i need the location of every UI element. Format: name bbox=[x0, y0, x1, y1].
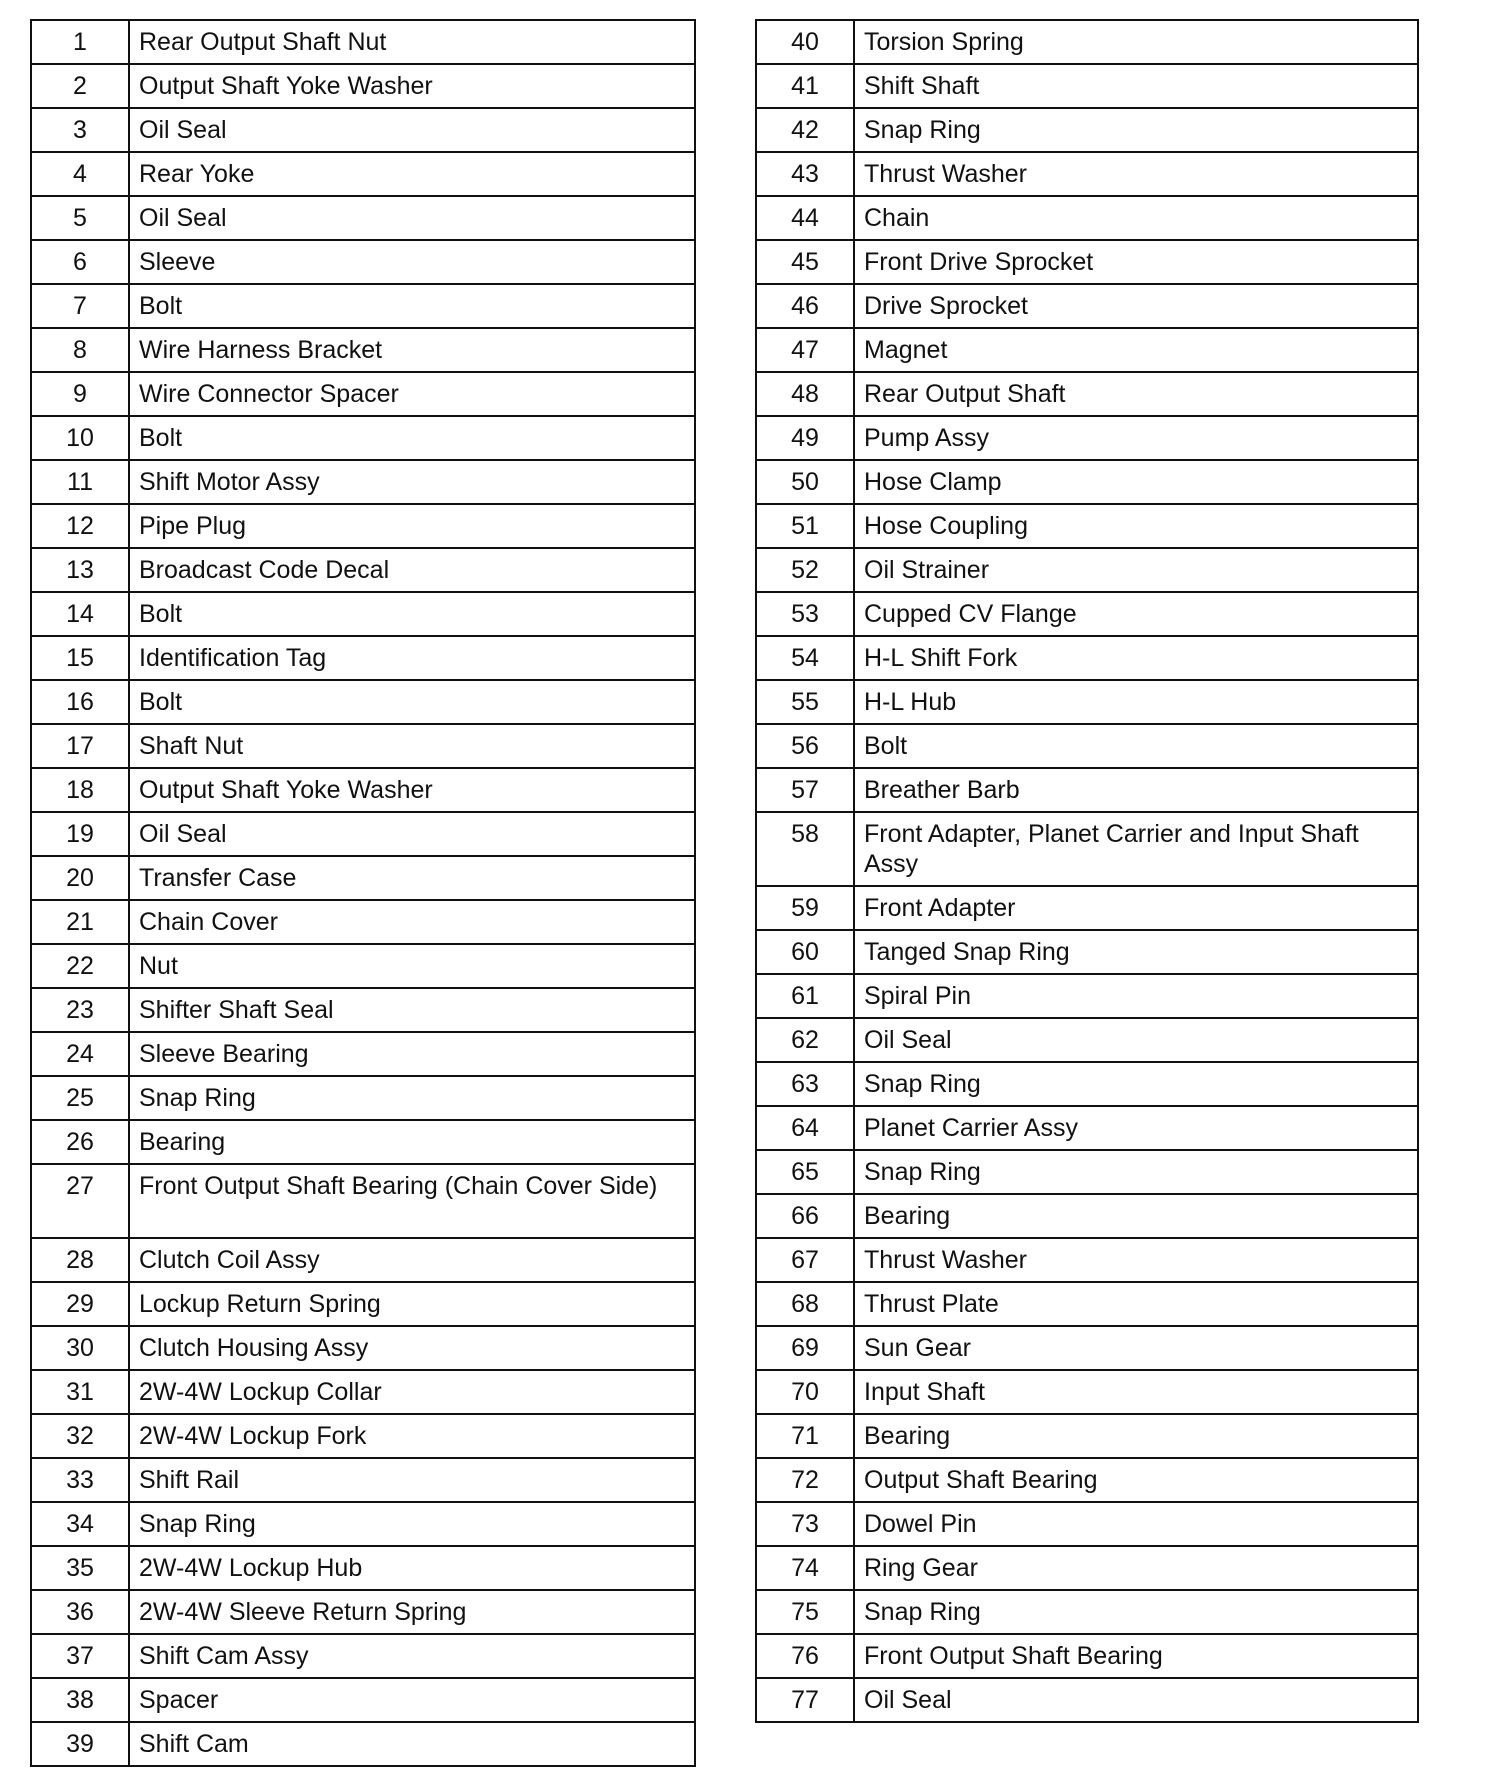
part-description: Magnet bbox=[854, 328, 1418, 372]
table-row bbox=[31, 196, 695, 240]
table-row bbox=[756, 240, 1418, 284]
part-description: Drive Sprocket bbox=[854, 284, 1418, 328]
table-row bbox=[31, 240, 695, 284]
part-number: 12 bbox=[31, 504, 129, 548]
parts-table-right bbox=[755, 19, 1419, 1723]
table-row bbox=[31, 592, 695, 636]
part-number: 63 bbox=[756, 1062, 854, 1106]
part-description: Identification Tag bbox=[129, 636, 695, 680]
part-description: Sleeve Bearing bbox=[129, 1032, 695, 1076]
part-description: Pipe Plug bbox=[129, 504, 695, 548]
table-row bbox=[756, 1590, 1418, 1634]
part-description: Oil Seal bbox=[129, 108, 695, 152]
table-row bbox=[31, 1590, 695, 1634]
part-number: 23 bbox=[31, 988, 129, 1032]
part-description: Shift Cam bbox=[129, 1722, 695, 1766]
part-description: Oil Seal bbox=[854, 1018, 1418, 1062]
part-number: 2 bbox=[31, 64, 129, 108]
table-row bbox=[31, 988, 695, 1032]
table-row bbox=[31, 1502, 695, 1546]
part-description: Oil Seal bbox=[129, 196, 695, 240]
table-row bbox=[756, 1678, 1418, 1722]
part-number: 3 bbox=[31, 108, 129, 152]
part-number: 56 bbox=[756, 724, 854, 768]
part-number: 53 bbox=[756, 592, 854, 636]
part-number: 68 bbox=[756, 1282, 854, 1326]
part-number: 40 bbox=[756, 20, 854, 64]
table-row bbox=[756, 64, 1418, 108]
part-description: Shift Cam Assy bbox=[129, 1634, 695, 1678]
part-description: Thrust Plate bbox=[854, 1282, 1418, 1326]
part-number: 69 bbox=[756, 1326, 854, 1370]
table-row bbox=[756, 1106, 1418, 1150]
table-row bbox=[31, 1722, 695, 1766]
part-number: 77 bbox=[756, 1678, 854, 1722]
table-row bbox=[31, 1282, 695, 1326]
part-number: 47 bbox=[756, 328, 854, 372]
table-row bbox=[31, 1120, 695, 1164]
part-description: Shift Motor Assy bbox=[129, 460, 695, 504]
part-description: 2W-4W Lockup Collar bbox=[129, 1370, 695, 1414]
table-row bbox=[756, 152, 1418, 196]
part-number: 36 bbox=[31, 1590, 129, 1634]
part-number: 38 bbox=[31, 1678, 129, 1722]
part-number: 64 bbox=[756, 1106, 854, 1150]
part-description: Bearing bbox=[854, 1194, 1418, 1238]
table-row bbox=[756, 1150, 1418, 1194]
table-row bbox=[31, 1634, 695, 1678]
part-number: 52 bbox=[756, 548, 854, 592]
table-row bbox=[756, 196, 1418, 240]
table-row bbox=[756, 1370, 1418, 1414]
part-description: H-L Hub bbox=[854, 680, 1418, 724]
part-description: Spacer bbox=[129, 1678, 695, 1722]
part-description: Torsion Spring bbox=[854, 20, 1418, 64]
part-number: 45 bbox=[756, 240, 854, 284]
table-row bbox=[31, 328, 695, 372]
part-number: 44 bbox=[756, 196, 854, 240]
part-number: 67 bbox=[756, 1238, 854, 1282]
part-description: Hose Clamp bbox=[854, 460, 1418, 504]
part-description: Planet Carrier Assy bbox=[854, 1106, 1418, 1150]
part-description: Sleeve bbox=[129, 240, 695, 284]
table-row bbox=[756, 1414, 1418, 1458]
part-number: 70 bbox=[756, 1370, 854, 1414]
table-row bbox=[31, 1414, 695, 1458]
part-description: Wire Harness Bracket bbox=[129, 328, 695, 372]
table-row bbox=[756, 724, 1418, 768]
part-description: 2W-4W Lockup Hub bbox=[129, 1546, 695, 1590]
part-number: 34 bbox=[31, 1502, 129, 1546]
part-description: Clutch Coil Assy bbox=[129, 1238, 695, 1282]
part-number: 74 bbox=[756, 1546, 854, 1590]
table-row bbox=[31, 504, 695, 548]
part-description: Clutch Housing Assy bbox=[129, 1326, 695, 1370]
table-row bbox=[756, 372, 1418, 416]
part-number: 26 bbox=[31, 1120, 129, 1164]
part-description: Bolt bbox=[129, 680, 695, 724]
part-description: Front Adapter bbox=[854, 886, 1418, 930]
part-description: Thrust Washer bbox=[854, 152, 1418, 196]
part-description: Nut bbox=[129, 944, 695, 988]
part-number: 61 bbox=[756, 974, 854, 1018]
part-description: Hose Coupling bbox=[854, 504, 1418, 548]
part-description: Snap Ring bbox=[129, 1076, 695, 1120]
part-number: 29 bbox=[31, 1282, 129, 1326]
table-row bbox=[31, 1678, 695, 1722]
part-number: 30 bbox=[31, 1326, 129, 1370]
part-number: 8 bbox=[31, 328, 129, 372]
table-row bbox=[756, 108, 1418, 152]
part-description: Front Drive Sprocket bbox=[854, 240, 1418, 284]
table-row bbox=[756, 1062, 1418, 1106]
part-number: 51 bbox=[756, 504, 854, 548]
table-row bbox=[756, 636, 1418, 680]
part-description: Output Shaft Bearing bbox=[854, 1458, 1418, 1502]
table-row bbox=[31, 284, 695, 328]
table-row bbox=[756, 930, 1418, 974]
part-number: 28 bbox=[31, 1238, 129, 1282]
part-number: 27 bbox=[31, 1164, 129, 1238]
part-number: 62 bbox=[756, 1018, 854, 1062]
table-row bbox=[31, 152, 695, 196]
part-number: 73 bbox=[756, 1502, 854, 1546]
part-number: 75 bbox=[756, 1590, 854, 1634]
table-row bbox=[31, 856, 695, 900]
part-description: Spiral Pin bbox=[854, 974, 1418, 1018]
table-row bbox=[31, 636, 695, 680]
part-number: 14 bbox=[31, 592, 129, 636]
part-number: 7 bbox=[31, 284, 129, 328]
table-row bbox=[31, 372, 695, 416]
table-row bbox=[31, 460, 695, 504]
part-number: 72 bbox=[756, 1458, 854, 1502]
part-description: Rear Yoke bbox=[129, 152, 695, 196]
table-row bbox=[756, 1238, 1418, 1282]
table-row bbox=[31, 1326, 695, 1370]
part-number: 25 bbox=[31, 1076, 129, 1120]
table-row bbox=[31, 20, 695, 64]
part-description: Cupped CV Flange bbox=[854, 592, 1418, 636]
part-number: 16 bbox=[31, 680, 129, 724]
parts-table-right-body bbox=[756, 20, 1418, 1722]
part-number: 66 bbox=[756, 1194, 854, 1238]
table-row bbox=[756, 460, 1418, 504]
table-row bbox=[756, 1018, 1418, 1062]
part-description: Oil Strainer bbox=[854, 548, 1418, 592]
table-row bbox=[31, 768, 695, 812]
part-number: 55 bbox=[756, 680, 854, 724]
part-number: 39 bbox=[31, 1722, 129, 1766]
part-description: Output Shaft Yoke Washer bbox=[129, 768, 695, 812]
part-description: Snap Ring bbox=[854, 1062, 1418, 1106]
part-number: 32 bbox=[31, 1414, 129, 1458]
part-description: Shift Shaft bbox=[854, 64, 1418, 108]
part-description: Shaft Nut bbox=[129, 724, 695, 768]
part-number: 48 bbox=[756, 372, 854, 416]
part-description: Tanged Snap Ring bbox=[854, 930, 1418, 974]
part-number: 21 bbox=[31, 900, 129, 944]
table-row bbox=[31, 1238, 695, 1282]
part-number: 22 bbox=[31, 944, 129, 988]
part-number: 10 bbox=[31, 416, 129, 460]
part-number: 19 bbox=[31, 812, 129, 856]
table-row bbox=[756, 1326, 1418, 1370]
part-number: 42 bbox=[756, 108, 854, 152]
part-number: 49 bbox=[756, 416, 854, 460]
part-number: 33 bbox=[31, 1458, 129, 1502]
table-row bbox=[756, 974, 1418, 1018]
part-number: 65 bbox=[756, 1150, 854, 1194]
parts-table-left-body bbox=[31, 20, 695, 1766]
part-number: 13 bbox=[31, 548, 129, 592]
part-number: 15 bbox=[31, 636, 129, 680]
part-description: Breather Barb bbox=[854, 768, 1418, 812]
table-row bbox=[756, 1282, 1418, 1326]
part-number: 58 bbox=[756, 812, 854, 886]
part-description: Rear Output Shaft bbox=[854, 372, 1418, 416]
table-row bbox=[756, 1458, 1418, 1502]
table-row bbox=[756, 812, 1418, 886]
part-number: 9 bbox=[31, 372, 129, 416]
part-description: Sun Gear bbox=[854, 1326, 1418, 1370]
part-description: Oil Seal bbox=[854, 1678, 1418, 1722]
parts-table-left bbox=[30, 19, 696, 1767]
table-row bbox=[756, 680, 1418, 724]
part-number: 4 bbox=[31, 152, 129, 196]
part-description: Shift Rail bbox=[129, 1458, 695, 1502]
part-number: 71 bbox=[756, 1414, 854, 1458]
table-row bbox=[31, 812, 695, 856]
table-row bbox=[31, 108, 695, 152]
part-description: Output Shaft Yoke Washer bbox=[129, 64, 695, 108]
part-description: Chain bbox=[854, 196, 1418, 240]
part-number: 37 bbox=[31, 1634, 129, 1678]
table-row bbox=[756, 328, 1418, 372]
part-number: 76 bbox=[756, 1634, 854, 1678]
part-description: Snap Ring bbox=[854, 1150, 1418, 1194]
table-row bbox=[756, 886, 1418, 930]
part-description: Chain Cover bbox=[129, 900, 695, 944]
part-number: 43 bbox=[756, 152, 854, 196]
table-row bbox=[756, 548, 1418, 592]
part-description: Transfer Case bbox=[129, 856, 695, 900]
part-description: Broadcast Code Decal bbox=[129, 548, 695, 592]
part-number: 24 bbox=[31, 1032, 129, 1076]
table-row bbox=[31, 900, 695, 944]
table-row bbox=[31, 944, 695, 988]
table-row bbox=[31, 1076, 695, 1120]
part-number: 46 bbox=[756, 284, 854, 328]
part-description: Snap Ring bbox=[854, 1590, 1418, 1634]
table-row bbox=[31, 680, 695, 724]
table-row bbox=[756, 284, 1418, 328]
part-description: Rear Output Shaft Nut bbox=[129, 20, 695, 64]
table-row bbox=[756, 592, 1418, 636]
table-row bbox=[31, 416, 695, 460]
table-row bbox=[756, 1502, 1418, 1546]
part-number: 6 bbox=[31, 240, 129, 284]
part-description: Bolt bbox=[854, 724, 1418, 768]
part-number: 57 bbox=[756, 768, 854, 812]
part-number: 5 bbox=[31, 196, 129, 240]
part-description: Front Output Shaft Bearing (Chain Cover Side) bbox=[129, 1164, 695, 1238]
table-row bbox=[31, 64, 695, 108]
part-description: Lockup Return Spring bbox=[129, 1282, 695, 1326]
part-number: 59 bbox=[756, 886, 854, 930]
part-description: Snap Ring bbox=[129, 1502, 695, 1546]
part-number: 18 bbox=[31, 768, 129, 812]
part-description: Bearing bbox=[854, 1414, 1418, 1458]
part-number: 60 bbox=[756, 930, 854, 974]
part-number: 31 bbox=[31, 1370, 129, 1414]
part-description: Dowel Pin bbox=[854, 1502, 1418, 1546]
table-row bbox=[756, 768, 1418, 812]
part-description: Input Shaft bbox=[854, 1370, 1418, 1414]
part-description: H-L Shift Fork bbox=[854, 636, 1418, 680]
table-row bbox=[31, 1370, 695, 1414]
part-description: Shifter Shaft Seal bbox=[129, 988, 695, 1032]
table-row bbox=[31, 1546, 695, 1590]
part-description: 2W-4W Sleeve Return Spring bbox=[129, 1590, 695, 1634]
part-description: Ring Gear bbox=[854, 1546, 1418, 1590]
part-number: 41 bbox=[756, 64, 854, 108]
table-row bbox=[756, 504, 1418, 548]
table-row bbox=[31, 1458, 695, 1502]
table-row bbox=[756, 20, 1418, 64]
part-number: 1 bbox=[31, 20, 129, 64]
part-number: 20 bbox=[31, 856, 129, 900]
table-row bbox=[31, 724, 695, 768]
part-number: 35 bbox=[31, 1546, 129, 1590]
table-row bbox=[756, 1634, 1418, 1678]
part-description: 2W-4W Lockup Fork bbox=[129, 1414, 695, 1458]
table-row bbox=[756, 416, 1418, 460]
part-number: 17 bbox=[31, 724, 129, 768]
part-description: Oil Seal bbox=[129, 812, 695, 856]
table-row bbox=[756, 1194, 1418, 1238]
part-description: Front Adapter, Planet Carrier and Input Shaft Assy bbox=[854, 812, 1418, 886]
part-description: Bolt bbox=[129, 416, 695, 460]
part-description: Snap Ring bbox=[854, 108, 1418, 152]
part-description: Front Output Shaft Bearing bbox=[854, 1634, 1418, 1678]
part-description: Wire Connector Spacer bbox=[129, 372, 695, 416]
part-description: Bearing bbox=[129, 1120, 695, 1164]
part-description: Thrust Washer bbox=[854, 1238, 1418, 1282]
part-number: 54 bbox=[756, 636, 854, 680]
table-row bbox=[31, 1032, 695, 1076]
table-row bbox=[31, 548, 695, 592]
table-row bbox=[756, 1546, 1418, 1590]
part-description: Pump Assy bbox=[854, 416, 1418, 460]
part-description: Bolt bbox=[129, 592, 695, 636]
table-row bbox=[31, 1164, 695, 1238]
part-description: Bolt bbox=[129, 284, 695, 328]
part-number: 11 bbox=[31, 460, 129, 504]
part-number: 50 bbox=[756, 460, 854, 504]
